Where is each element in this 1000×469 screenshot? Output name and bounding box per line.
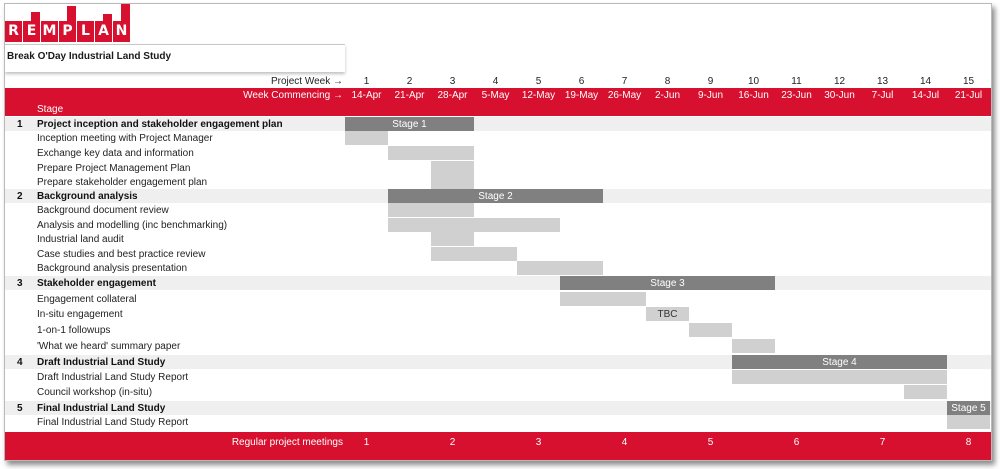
week-number: 12	[833, 76, 846, 87]
stage-name: Background analysis	[37, 191, 138, 202]
stage-number: 3	[17, 278, 23, 289]
logo-letter: L	[77, 21, 94, 42]
task-bar	[431, 247, 517, 261]
task-name: In-situ engagement	[37, 309, 123, 320]
stage-bar-label: Stage 3	[650, 278, 685, 289]
meeting-number: 6	[793, 437, 800, 448]
logo-letter: M	[41, 21, 58, 42]
task-bar	[560, 292, 646, 306]
task-name: Analysis and modelling (inc benchmarking)	[37, 220, 228, 231]
task-name: Prepare stakeholder engagement plan	[37, 177, 208, 188]
task-bar	[388, 218, 560, 232]
task-name: Case studies and best practice review	[37, 249, 206, 260]
week-date: 19-May	[564, 90, 599, 101]
logo-letter: A	[95, 21, 112, 42]
task-name: 1-on-1 followups	[37, 325, 111, 336]
week-date: 12-May	[521, 90, 556, 101]
stage-bar-label: Stage 2	[478, 191, 513, 202]
week-number: 15	[962, 76, 975, 87]
task-name: Inception meeting with Project Manager	[37, 133, 213, 144]
task-bar	[431, 161, 474, 175]
task-name: 'What we heard' summary paper	[37, 341, 181, 352]
task-name: Industrial land audit	[37, 234, 124, 245]
stage-bar-label: Stage 1	[392, 119, 427, 130]
task-bar	[732, 339, 775, 353]
week-number: 2	[406, 76, 413, 87]
task-bar	[431, 232, 474, 246]
task-name: Final Industrial Land Study Report	[37, 417, 189, 428]
meeting-number: 5	[707, 437, 714, 448]
task-bar	[517, 261, 603, 275]
task-bar	[345, 131, 388, 145]
stage-name: Final Industrial Land Study	[37, 403, 166, 414]
stage-column-header: Stage	[37, 104, 64, 115]
week-date: 23-Jun	[781, 90, 812, 101]
week-number: 11	[791, 76, 802, 87]
task-name: Engagement collateral	[37, 294, 137, 305]
task-bar	[431, 175, 474, 189]
week-number: 1	[363, 76, 370, 87]
week-number: 3	[449, 76, 456, 87]
meeting-number: 1	[363, 437, 370, 448]
task-name: Council workshop (in-situ)	[37, 387, 153, 398]
task-bar	[904, 385, 947, 399]
week-number: 14	[919, 76, 932, 87]
stage-name: Project inception and stakeholder engagement plan	[37, 119, 283, 130]
meeting-number: 4	[621, 437, 628, 448]
logo-letter: P	[59, 21, 76, 42]
stage-bar-label: Stage 4	[822, 357, 857, 368]
task-name: Background document review	[37, 205, 169, 216]
meetings-band	[5, 432, 991, 460]
week-number: 13	[876, 76, 889, 87]
week-date: 7-Jul	[871, 90, 894, 101]
week-date: 14-Apr	[351, 90, 382, 101]
week-date: 28-Apr	[437, 90, 468, 101]
task-bar	[732, 370, 947, 384]
week-date: 16-Jun	[738, 90, 769, 101]
stage-header-band	[5, 103, 991, 116]
task-bar	[388, 203, 474, 217]
logo-letter: R	[5, 21, 22, 42]
gantt-document	[4, 3, 992, 461]
week-number: 6	[578, 76, 585, 87]
week-number: 4	[492, 76, 499, 87]
week-date: 5-May	[481, 90, 510, 101]
week-commencing-label: Week Commencing →	[243, 90, 343, 101]
week-number: 8	[664, 76, 671, 87]
project-week-label: Project Week →	[270, 76, 343, 87]
week-date: 26-May	[607, 90, 642, 101]
week-number: 10	[747, 76, 760, 87]
stage-number: 2	[17, 191, 23, 202]
task-name: Exchange key data and information	[37, 148, 194, 159]
stage-number: 4	[17, 357, 23, 368]
meeting-number: 2	[449, 437, 456, 448]
week-number: 5	[535, 76, 542, 87]
logo-bar	[67, 6, 76, 22]
task-bar	[689, 323, 732, 337]
logo-bar	[121, 4, 130, 22]
week-date: 21-Jul	[954, 90, 983, 101]
task-bar	[388, 146, 474, 160]
logo-letter: N	[113, 21, 130, 42]
logo-letter: E	[23, 21, 40, 42]
meetings-label: Regular project meetings	[231, 437, 343, 448]
stage-number: 5	[17, 403, 23, 414]
stage-name: Draft Industrial Land Study	[37, 357, 166, 368]
week-number: 9	[707, 76, 714, 87]
task-bar	[947, 415, 990, 429]
task-name: Prepare Project Management Plan	[37, 163, 191, 174]
task-name: Draft Industrial Land Study Report	[37, 372, 189, 383]
task-name: Background analysis presentation	[37, 263, 188, 274]
tbc-label: TBC	[657, 309, 678, 320]
week-date: 21-Apr	[394, 90, 425, 101]
week-number: 7	[621, 76, 628, 87]
week-date: 30-Jun	[824, 90, 855, 101]
week-date: 9-Jun	[697, 90, 723, 101]
meeting-number: 8	[965, 437, 972, 448]
meeting-number: 7	[879, 437, 886, 448]
stage-number: 1	[17, 119, 23, 130]
week-date: 14-Jul	[911, 90, 940, 101]
stage-bar-label: Stage 5	[951, 403, 986, 414]
week-date: 2-Jun	[654, 90, 680, 101]
document-title: Break O'Day Industrial Land Study	[7, 51, 172, 62]
stage-name: Stakeholder engagement	[37, 278, 156, 289]
meeting-number: 3	[535, 437, 542, 448]
